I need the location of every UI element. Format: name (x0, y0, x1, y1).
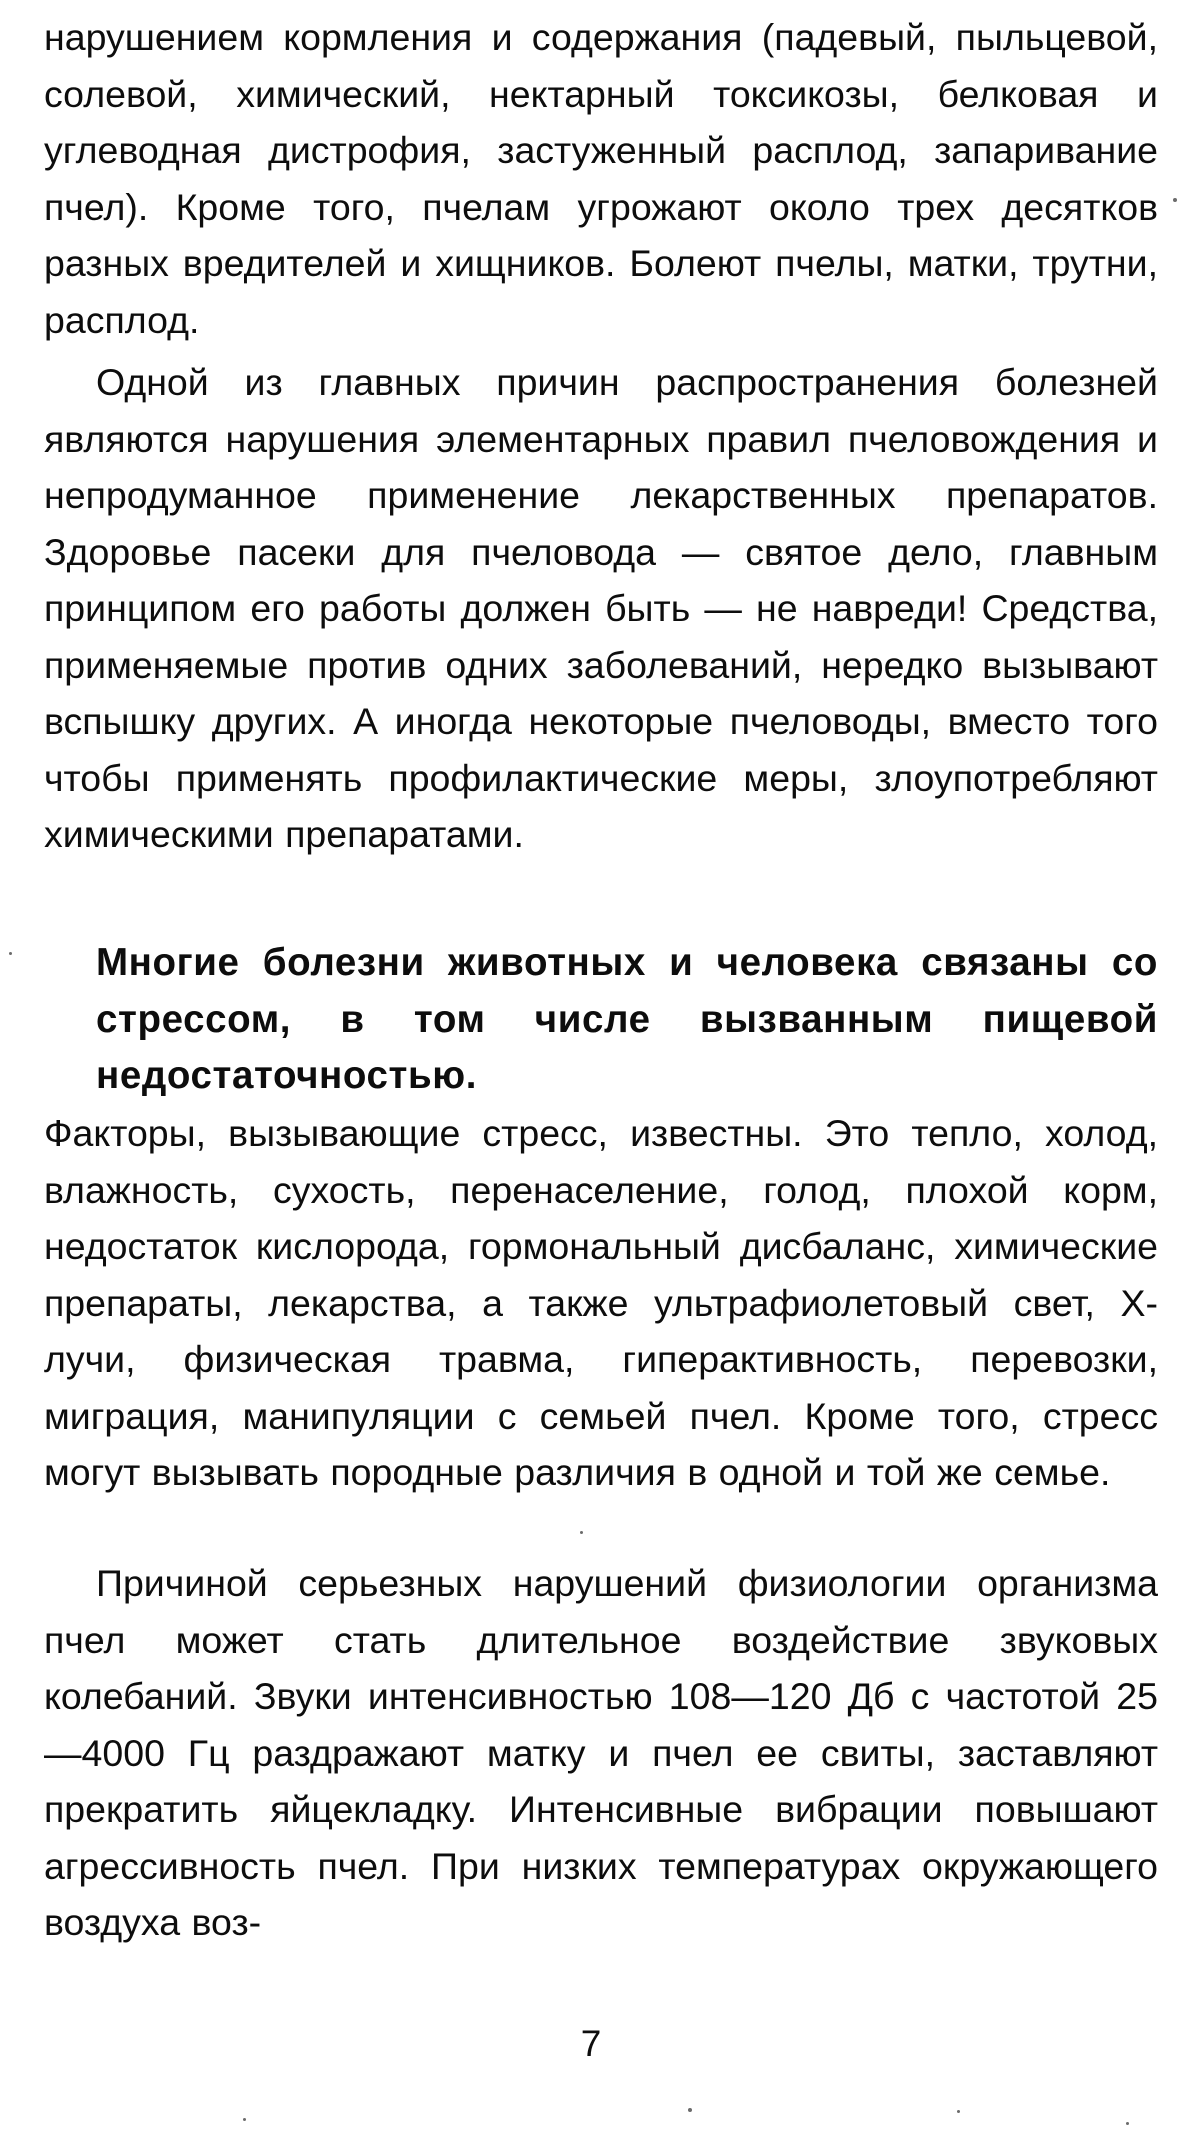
scan-speck (243, 2118, 246, 2121)
scan-speck (1126, 2122, 1129, 2125)
paragraph-stress-factors: Факторы, вызывающие стресс, известны. Это тепло, холод, влажность, сухость, перенаселение, голод, плохой корм, недостаток кислорода, гормональный дисбаланс, химические препараты, лекарства, а также ультрафиолетовый свет, Х-лучи, физическая травма, гиперактивность, перевозки, миграция, манипуляции с семьей пчел. Кроме того, стресс могут вызывать породные различия в одной и той же семье. (44, 1112, 1158, 1493)
text-block-stress-factors (44, 1105, 1158, 1501)
scan-speck (9, 952, 12, 955)
paragraph-sound: Причиной серьезных нарушений физиологии организма пчел может стать длительное воздействие звуковых колебаний. Звуки интенсивностью 108—120 Дб с частотой 25—4000 Гц раздражают матку и пчел ее свиты, заставляют прекратить яйцекладку. Интенсивные вибрации повышают агрессивность пчел. При низких температурах окружающего воздуха воз- (44, 1562, 1158, 1943)
scan-speck (1173, 198, 1177, 202)
text-block-causes (44, 354, 1158, 863)
section-heading: Многие болезни животных и человека связаны со стрессом, в том числе вызванным пищевой недостаточностью. (96, 941, 1158, 1097)
text-block-sound (44, 1555, 1158, 1951)
scan-speck (580, 1531, 583, 1534)
page-number: 7 (580, 2023, 602, 2064)
scan-speck (957, 2110, 960, 2113)
text-block-continuation (44, 9, 1158, 348)
heading-block (44, 935, 1158, 1105)
paragraph-continuation: нарушением кормления и содержания (падевый, пыльцевой, солевой, химический, нектарный токсикозы, белковая и углеводная дистрофия, застуженный расплод, запаривание пчел). Кроме того, пчелам угрожают около трех десятков разных вредителей и хищников. Болеют пчелы, матки, трутни, расплод. (44, 16, 1158, 341)
scan-speck (688, 2108, 692, 2112)
paragraph-causes: Одной из главных причин распространения болезней являются нарушения элементарных правил пчеловождения и непродуманное применение лекарственных препаратов. Здоровье пасеки для пчеловода — святое дело, главным принципом его работы должен быть — не навреди! Средства, применяемые против одних заболеваний, нередко вызывают вспышку других. А иногда некоторые пчеловоды, вместо того чтобы применять профилактические меры, злоупотребляют химическими препаратами. (44, 361, 1158, 855)
